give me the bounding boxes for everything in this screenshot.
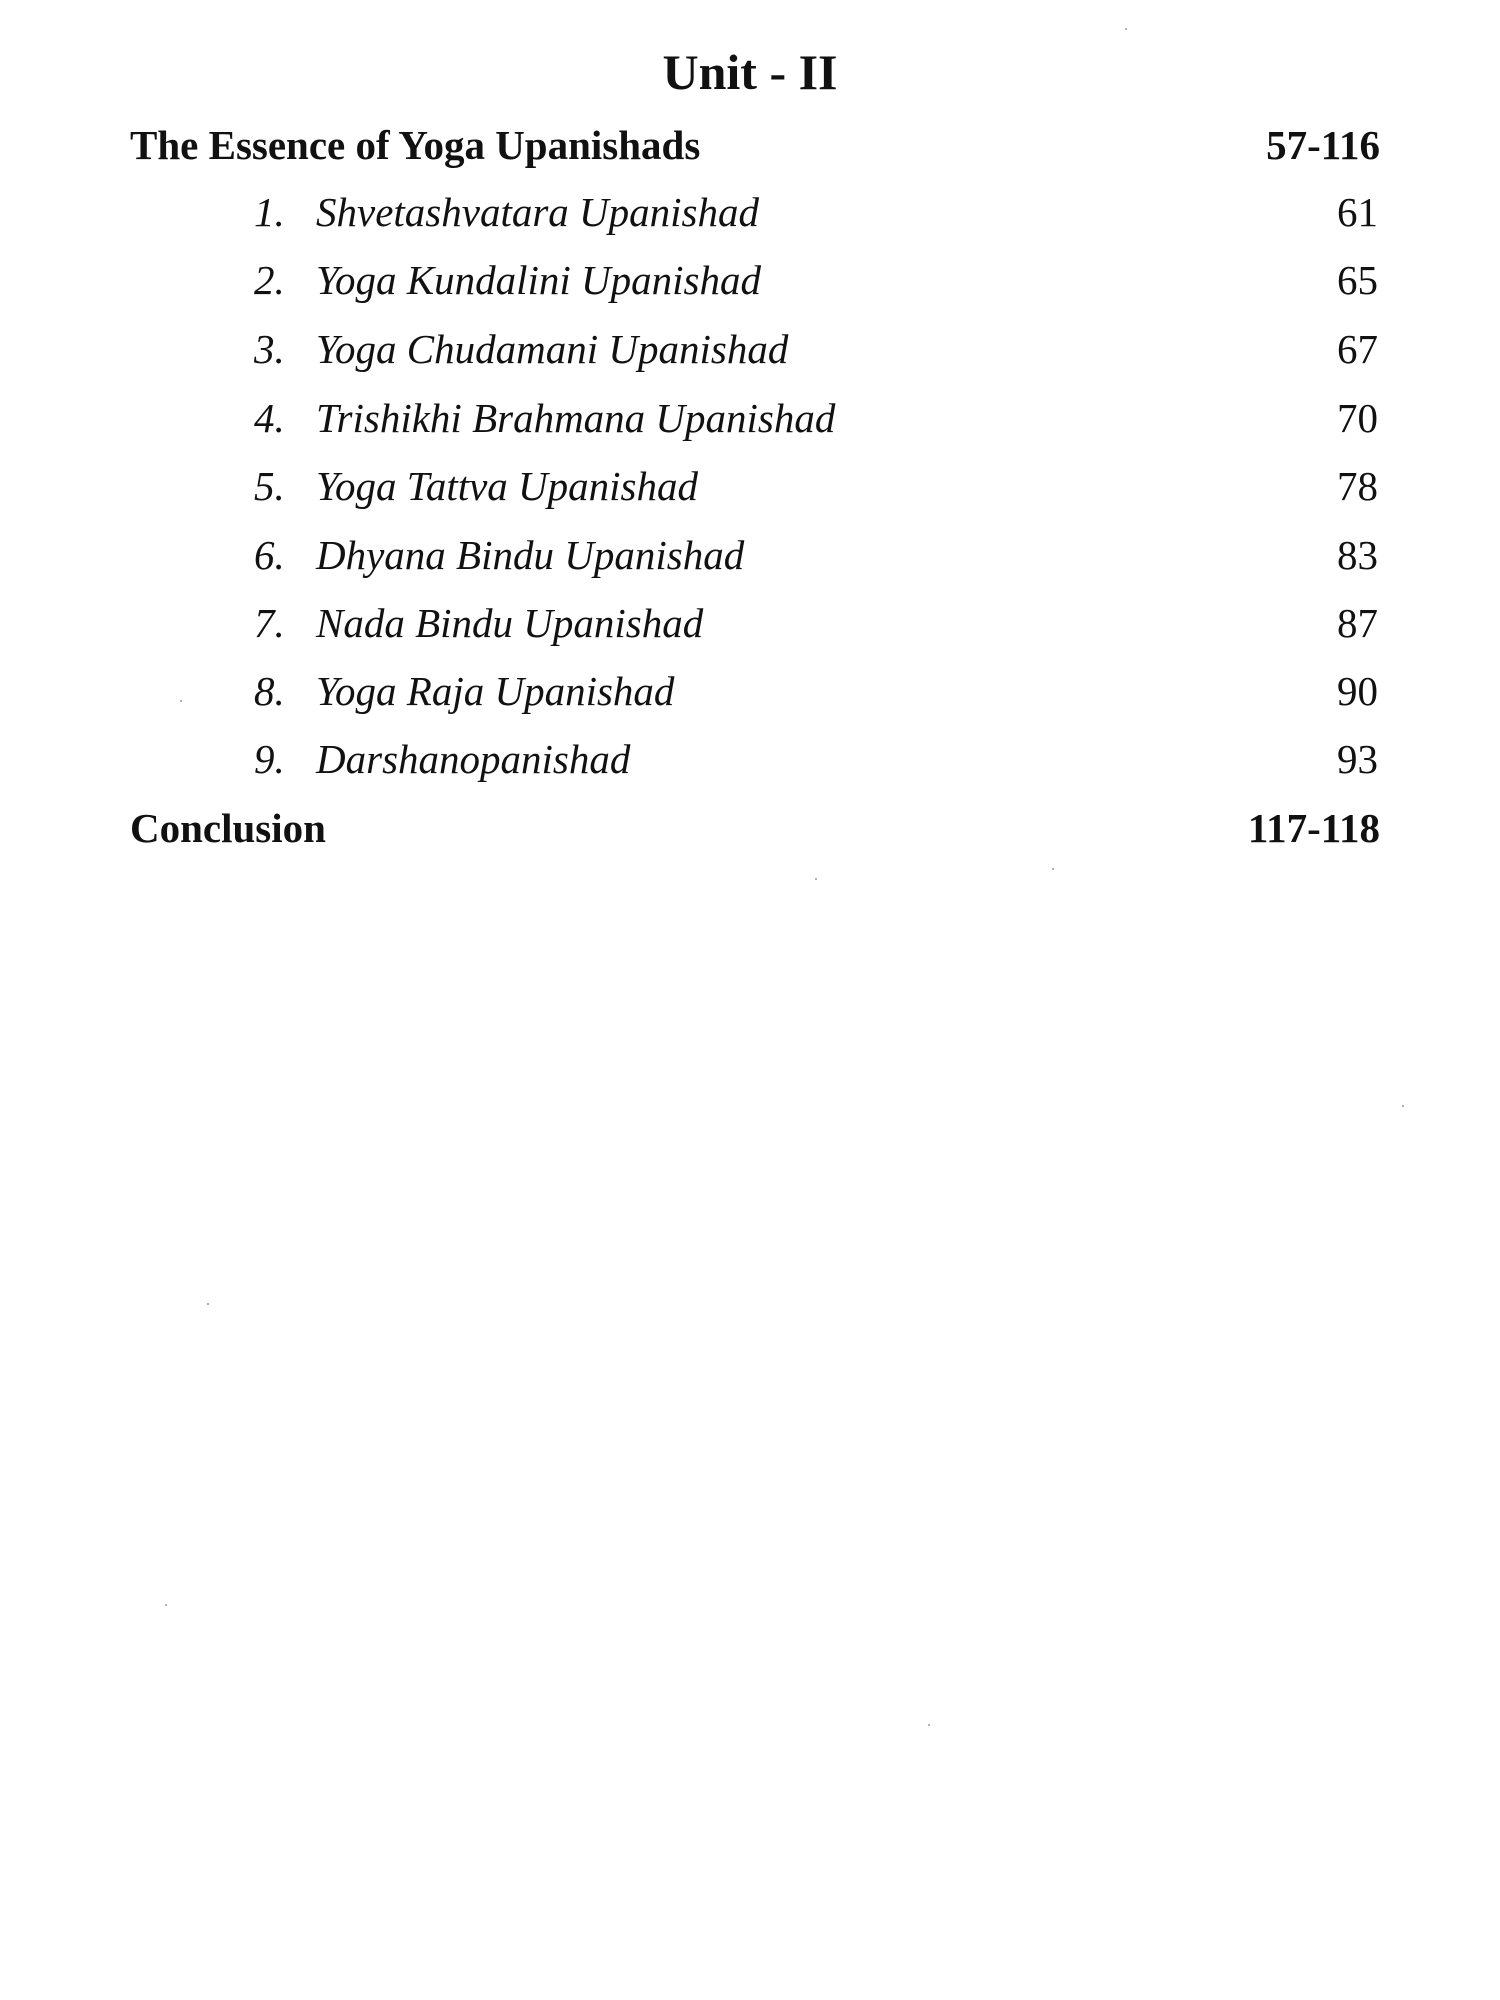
- toc-item-row: [0, 178, 1500, 246]
- item-number: 3.: [254, 326, 285, 372]
- item-number: 9.: [254, 736, 285, 782]
- item-title: Yoga Tattva Upanishad: [316, 463, 699, 509]
- item-title: Trishikhi Brahmana Upanishad: [316, 395, 836, 441]
- toc-section-row: [0, 794, 1500, 862]
- toc-item-row: [0, 315, 1500, 383]
- item-number: 2.: [254, 257, 285, 303]
- scan-speck: [207, 1303, 209, 1305]
- scan-speck: [1402, 1105, 1404, 1107]
- item-number: 7.: [254, 600, 285, 646]
- toc-item-row: [0, 725, 1500, 793]
- toc-item-row: [0, 589, 1500, 657]
- item-number: 1.: [254, 189, 285, 235]
- item-title: Yoga Kundalini Upanishad: [316, 257, 762, 303]
- item-page: 93: [1337, 736, 1378, 782]
- section-pages: 117-118: [1247, 805, 1380, 851]
- item-number: 6.: [254, 532, 285, 578]
- scan-speck: [1125, 28, 1127, 30]
- item-number: 8.: [254, 668, 285, 714]
- item-page: 87: [1337, 600, 1378, 646]
- toc-item-row: [0, 246, 1500, 314]
- toc-item-row: [0, 452, 1500, 520]
- unit-title: Unit - II: [662, 44, 838, 100]
- item-title: Yoga Chudamani Upanishad: [316, 326, 789, 372]
- section-pages: 57-116: [1266, 122, 1380, 168]
- item-number: 4.: [254, 395, 285, 441]
- scan-speck: [928, 1724, 930, 1726]
- item-page: 61: [1337, 189, 1378, 235]
- item-page: 65: [1337, 257, 1378, 303]
- section-title: The Essence of Yoga Upanishads: [130, 122, 701, 168]
- item-title: Shvetashvatara Upanishad: [316, 189, 759, 235]
- toc-section-row: [0, 111, 1500, 179]
- toc-item-row: [0, 384, 1500, 452]
- item-number: 5.: [254, 463, 285, 509]
- item-title: Darshanopanishad: [316, 736, 631, 782]
- item-page: 83: [1337, 532, 1378, 578]
- toc-item-row: [0, 657, 1500, 725]
- scan-speck: [1052, 868, 1054, 870]
- item-page: 70: [1337, 395, 1378, 441]
- toc-item-row: [0, 521, 1500, 589]
- scan-speck: [165, 1604, 167, 1606]
- item-page: 67: [1337, 326, 1378, 372]
- section-title: Conclusion: [130, 805, 326, 851]
- item-page: 90: [1337, 668, 1378, 714]
- scan-speck: [815, 878, 817, 880]
- scan-speck: [180, 700, 182, 702]
- item-title: Nada Bindu Upanishad: [316, 600, 704, 646]
- item-title: Dhyana Bindu Upanishad: [316, 532, 745, 578]
- item-page: 78: [1337, 463, 1378, 509]
- item-title: Yoga Raja Upanishad: [316, 668, 675, 714]
